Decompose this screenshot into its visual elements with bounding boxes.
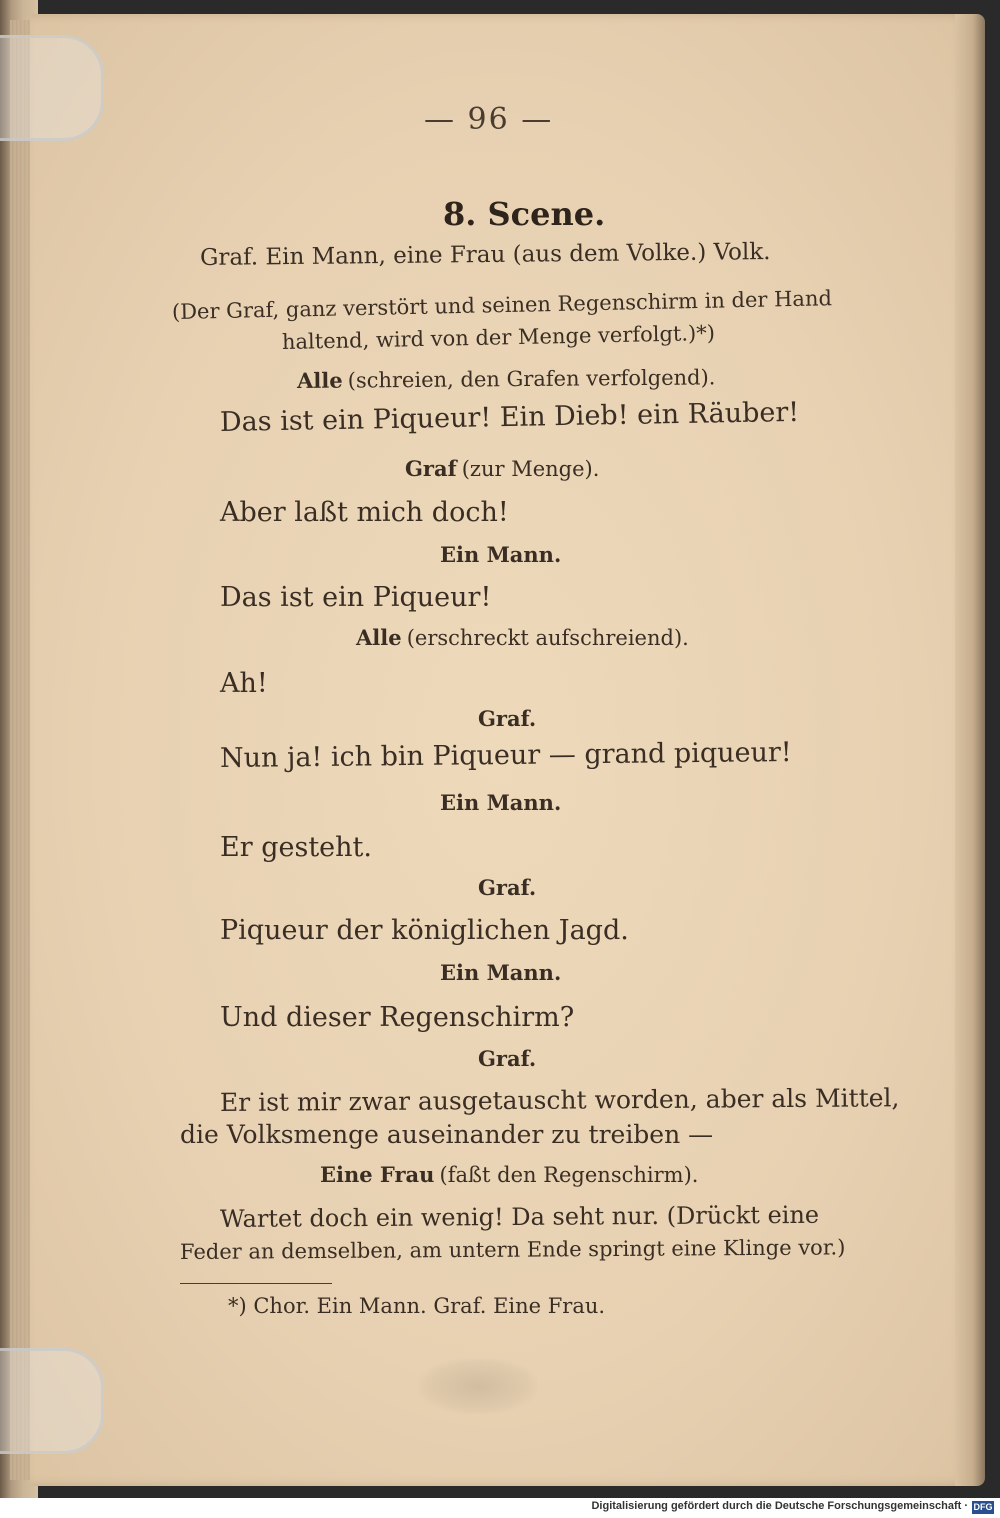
speech-line: die Volksmenge auseinander zu treiben — [180,1120,714,1149]
speaker-name: Graf [405,456,457,481]
speaker-name: Alle [356,625,402,650]
speaker-name: Graf. [478,1046,537,1071]
speaker-name: Ein Mann. [440,960,562,985]
speech-line: Ah! [220,668,268,699]
speaker-heading [440,960,561,985]
speech-line: Feder an demselben, am untern Ende springt eine Klinge vor.) [179,1235,846,1264]
speech-line: Wartet doch ein wenig! Da seht nur. (Drückt eine [219,1200,820,1233]
speaker-heading [405,456,599,481]
speaker-name: Ein Mann. [440,542,562,567]
stage-direction: (Der Graf, ganz verstört und seinen Regenschirm in der Hand [171,286,833,324]
library-stamp [418,1358,538,1414]
footnote-rule [180,1283,332,1284]
cast-list: Graf. Ein Mann, eine Frau (aus dem Volke.) Volk. [199,239,771,271]
speaker-heading [297,364,716,393]
speaker-heading [478,875,536,900]
speaker-name: Graf. [478,875,537,900]
speaker-name: Graf. [478,706,537,731]
footnote: *) Chor. Ein Mann. Graf. Eine Frau. [228,1294,606,1318]
speaker-heading [356,625,689,650]
scene-title: 8. Scene. [443,195,606,233]
speech-line: Piqueur der königlichen Jagd. [220,915,629,946]
speaker-name: Alle [296,367,343,393]
dfg-logo-icon: DFG [973,1502,993,1512]
speaker-direction: (zur Menge). [461,457,600,481]
stage-direction: haltend, wird von der Menge verfolgt.)*) [281,320,716,354]
page-number: — 96 — [424,102,554,137]
speaker-name: Eine Frau [320,1162,435,1187]
speech-line: Er gesteht. [220,832,372,863]
speech-line: Aber laßt mich doch! [220,497,509,528]
speaker-heading [478,1046,536,1071]
speaker-heading [440,790,561,815]
speech-line: Er ist mir zwar ausgetauscht worden, aber als Mittel, [219,1083,900,1117]
credit-bar [0,1498,1000,1518]
speaker-direction: (erschreckt aufschreiend). [406,626,689,650]
speaker-heading [478,706,536,731]
speech-line: Und dieser Regenschirm? [220,1002,575,1033]
speaker-heading [320,1162,698,1187]
speaker-name: Ein Mann. [440,790,562,815]
speech-line: Nun ja! ich bin Piqueur — grand piqueur! [219,737,792,774]
credit-text: Digitalisierung gefördert durch die Deutsche Forschungsgemeinschaft · [591,1500,968,1512]
speech-line: Das ist ein Piqueur! [220,582,492,613]
speaker-heading [440,542,561,567]
speech-line: Das ist ein Piqueur! Ein Dieb! ein Räuber! [219,396,800,438]
speaker-direction: (faßt den Regenschirm). [439,1163,699,1187]
speaker-direction: (schreien, den Grafen verfolgend). [347,365,716,393]
